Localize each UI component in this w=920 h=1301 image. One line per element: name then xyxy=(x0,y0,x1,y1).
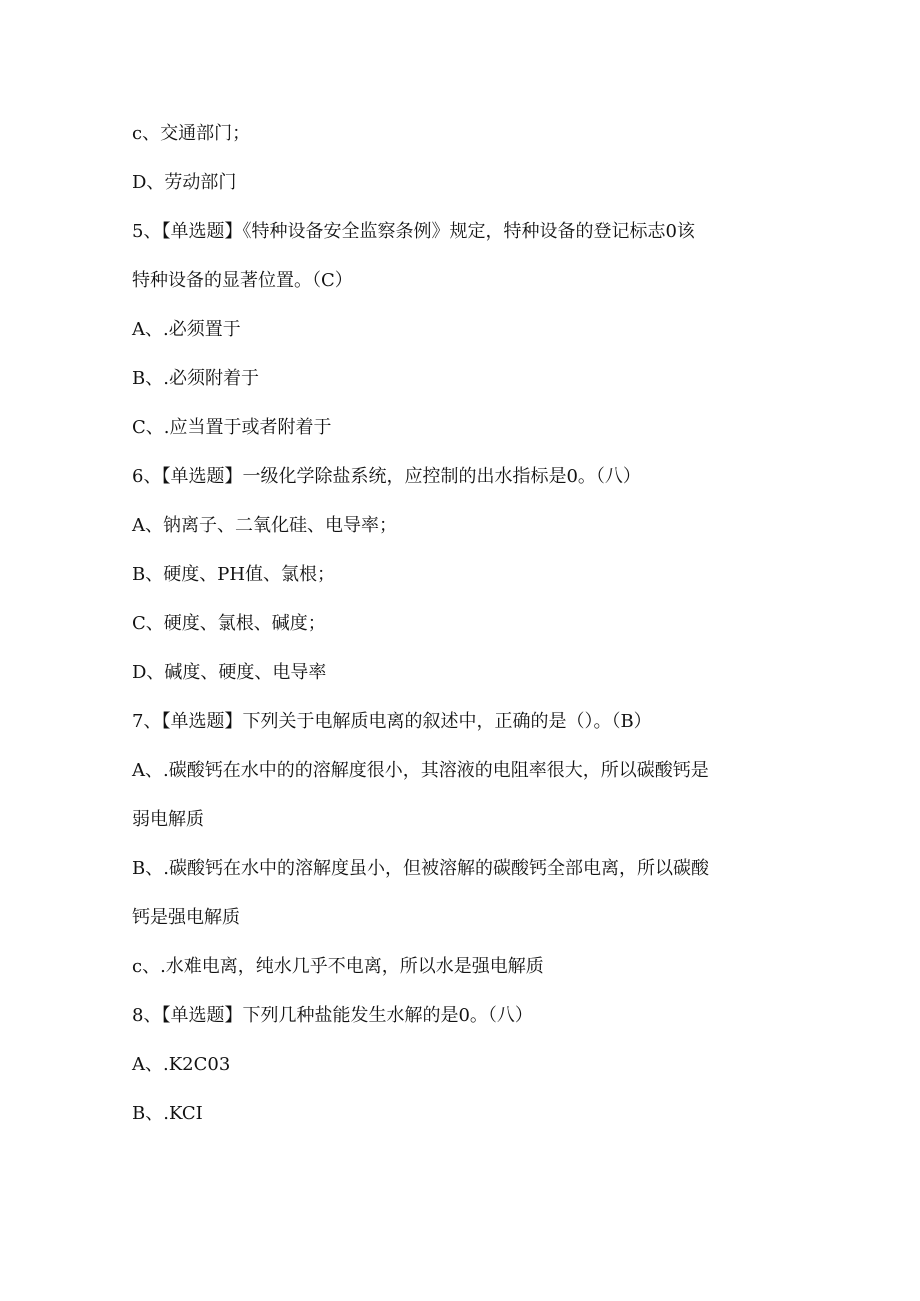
question-5-line-1: 5、【单选题】《特种设备安全监察条例》规定，特种设备的登记标志0该 xyxy=(132,221,695,242)
question-7-option-a-line-2: 弱电解质 xyxy=(132,809,204,830)
question-5-option-b: B、.必须附着于 xyxy=(132,368,259,389)
question-8-option-a: A、.K2C03 xyxy=(132,1054,231,1075)
text-line-option-c-transport: c、交通部门； xyxy=(132,123,251,144)
question-6-option-d: D、碱度、硬度、电导率 xyxy=(132,662,327,683)
question-7-option-a-line-1: A、.碳酸钙在水中的的溶解度很小，其溶液的电阻率很大，所以碳酸钙是 xyxy=(132,760,709,781)
question-5-line-2: 特种设备的显著位置。（C） xyxy=(132,270,353,291)
question-5-option-c: C、.应当置于或者附着于 xyxy=(132,417,332,438)
question-7-option-b-line-1: B、.碳酸钙在水中的溶解度虽小，但被溶解的碳酸钙全部电离，所以碳酸 xyxy=(132,858,709,879)
question-6-option-b: B、硬度、PH值、氯根； xyxy=(132,564,336,585)
text-line-option-d-labor: D、劳动部门 xyxy=(132,172,237,193)
question-8-option-b: B、.KCI xyxy=(132,1103,203,1124)
question-5-option-a: A、.必须置于 xyxy=(132,319,241,340)
question-7-title: 7、【单选题】下列关于电解质电离的叙述中，正确的是（）。（B） xyxy=(132,711,652,732)
question-8-title: 8、【单选题】下列几种盐能发生水解的是0。（八） xyxy=(132,1005,533,1026)
question-7-option-b-line-2: 钙是强电解质 xyxy=(132,907,240,928)
question-7-option-c: c、.水难电离，纯水几乎不电离，所以水是强电解质 xyxy=(132,956,544,977)
question-6-option-a: A、钠离子、二氧化硅、电导率； xyxy=(132,515,397,536)
question-6-title: 6、【单选题】一级化学除盐系统，应控制的出水指标是0。（八） xyxy=(132,466,641,487)
question-6-option-c: C、硬度、氯根、碱度； xyxy=(132,613,326,634)
